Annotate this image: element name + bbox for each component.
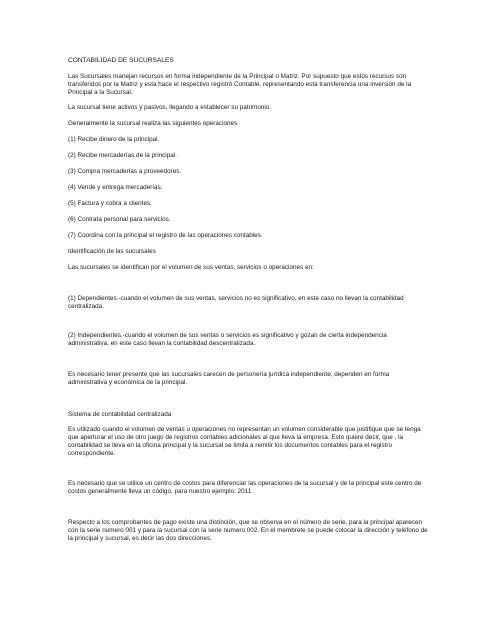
list-item-4: (4) Vende y entrega mercaderías. <box>68 184 163 191</box>
paragraph-operations-heading: Generalmente la sucursal realiza las siguientes operaciones <box>68 120 238 127</box>
paragraph-centro-costos: Es necesario que se utilice un centro de costos para diferenciar las operaciones de la sucursal y de la principal este centro de costos generalmente lleva un código, para nuestro ejemplo: 2011 <box>68 480 422 496</box>
paragraph-comprobantes: Respecto a los comprobantes de pago existe una distinción, que se observa en el número de serie, para la principal aparecen con la serie numero 001 y para la sucursal con la serie numero 002. En el membrete se puede colocar la dirección y teléfono de la principal y sucursal, es decir las dos direcciones. <box>68 519 428 543</box>
paragraph-identificacion: Las sucursales se identifican por el volumen de sus ventas, servicios o operaciones en: <box>68 264 314 271</box>
list-item-6: (6) Contrata personal para servicios. <box>68 216 171 223</box>
list-item-2: (2) Recibe mercaderías de la principal. <box>68 152 177 159</box>
paragraph-personeria: Es necesario tener presente que las sucursales carecen de personería jurídica independiente, dependen en forma administrativa y económica de la principal. <box>68 371 390 387</box>
document-title: CONTABILIDAD DE SUCURSALES <box>68 57 174 64</box>
paragraph-intro: Las Sucursales manejan recursos en forma independiente de la Principal o Matriz. Por supuesto que estos recursos son transferidos por la Matriz y esta hace el respectivo registró Contable, representando esta transferencia una inversión de la Principal a la Sucursal. <box>68 73 412 97</box>
list-item-5: (5) Factura y cobra a clientes. <box>68 200 152 207</box>
paragraph-sistema: Es utilizado cuando el volumen de ventas u operaciones no representan un volumen considerable que justifique que se tenga que aperturar el uso de otro juego de registros contables adicionales al que lleva la empresa. Esto quiere decir, que , la contabilidad se lleva en la oficina principal y la sucursal se limita a remitir los documentos contables para el registro correspondiente. <box>68 426 421 458</box>
list-item-7: (7) Coordina con la principal el registro de las operaciones contables. <box>68 232 263 239</box>
list-item-3: (3) Compra mercaderías a proveedores. <box>68 168 182 175</box>
paragraph-assets: La sucursal tiene activos y pasivos, llegando a establecer su patrimonio. <box>68 104 272 111</box>
list-item-1: (1) Recibe dinero de la principal. <box>68 136 160 143</box>
section-heading-sistema: Sistema de contabilidad centralizada <box>68 411 172 418</box>
section-heading-identificacion: Identificación de las sucursales <box>68 248 156 255</box>
paragraph-dependientes: (1) Dependientes.-cuando el volumen de sus ventas, servicios no es significativo, en este caso no llevan la contabilidad centralizada. <box>68 295 404 311</box>
paragraph-independientes: (2) Independientes.-cuando el volumen de sus ventas o servicios es significativo y gozan de cierta independencia administrativa, en este caso llevan la contabilidad descentralizada. <box>68 332 387 348</box>
